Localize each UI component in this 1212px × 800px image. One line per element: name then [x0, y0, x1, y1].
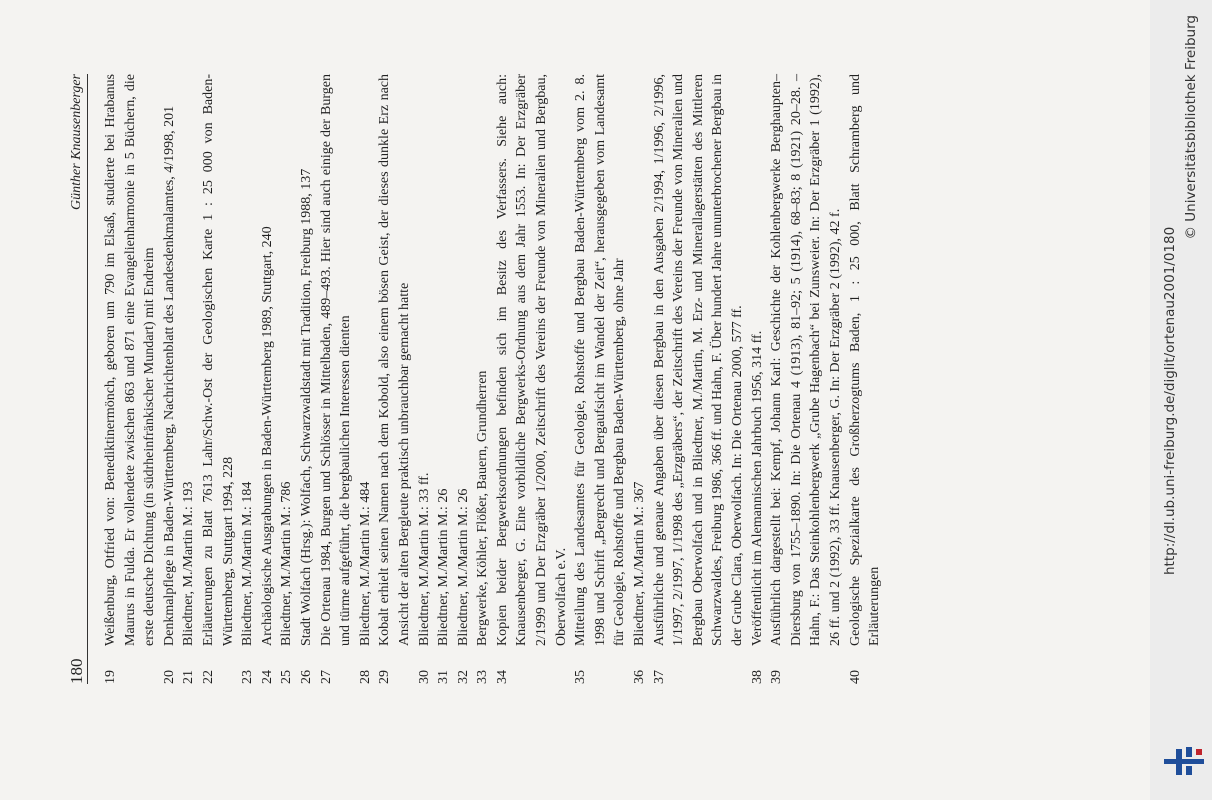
endnote-number: 36 — [632, 670, 648, 684]
endnote-number: 35 — [573, 670, 589, 684]
endnote-item — [767, 74, 845, 684]
endnote-text: Denkmalpflege in Baden-Württemberg, Nachrichtenblatt des Landesdenkmalamtes, 4/1998, 201 — [161, 105, 177, 646]
endnote-text: Ausführliche und genaue Angaben über diesen Bergbau in den Ausgaben 2/1994, 1/1996, 2/1996, 1/1997, 2/1997, 1/1998 des „Erzgräbers“, der Zeitschrift des Vereins der Freunde von Mineralien und Bergbau Oberwolfach und in Bliedtner, M./Martin, M. Erz- und Minerallagerstätten des Mittleren Schwarzwaldes, Freiburg 1986, 366 ff. und Hahn, F. Über hundert Jahre ununterbrochener Bergbau in der Grube Clara, Oberwolfach. In: Die Ortenau 2000, 577 ff. — [651, 74, 745, 646]
endnote-item — [199, 74, 238, 684]
digital-library-credit — [1160, 15, 1204, 575]
endnote-item — [277, 74, 297, 684]
endnote-number: 34 — [494, 670, 510, 684]
endnote-number: 38 — [749, 670, 765, 684]
endnote-text: Bliedtner, M./Martin M.: 184 — [240, 481, 256, 646]
endnote-number: 37 — [651, 670, 667, 684]
endnote-item — [238, 74, 258, 684]
endnote-number: 27 — [318, 670, 334, 684]
endnote-item — [748, 74, 768, 684]
page-number: 180 — [67, 658, 86, 684]
endnote-text: Bliedtner, M./Martin M.: 193 — [181, 481, 197, 646]
endnote-text: Mitteilung des Landesamtes für Geologie, Rohstoffe und Bergbau Baden-Württemberg vom 2. 8. 1998 und Schrift „Bergrecht und Bergaufsicht im Wandel der Zeit“, herausgegeben vom Landesamt für Geologie, Rohstoffe und Bergbau Baden-Württemberg, ohne Jahr — [573, 74, 628, 646]
endnote-item — [375, 74, 414, 684]
endnote-text: Erläuterungen zu Blatt 7613 Lahr/Schw.-Ost der Geologischen Karte 1 : 25 000 von Baden-Württemberg, Stuttgart 1994, 228 — [200, 74, 236, 646]
endnote-text: Bliedtner, M./Martin M.: 26 — [455, 488, 471, 646]
endnote-number: 26 — [298, 670, 314, 684]
endnote-text: Bliedtner, M./Martin M.: 26 — [436, 488, 452, 646]
endnote-number: 30 — [416, 670, 432, 684]
endnote-number: 19 — [103, 670, 118, 684]
endnote-number: 25 — [279, 670, 295, 684]
endnote-number: 21 — [181, 670, 197, 684]
endnote-item — [179, 74, 199, 684]
endnote-text: Stadt Wolfach (Hrsg.): Wolfach, Schwarzwaldstadt mit Tradition, Freiburg 1988, 137 — [298, 168, 314, 646]
endnote-item — [160, 74, 180, 684]
university-library-logo-icon — [1162, 745, 1206, 777]
endnote-number: 24 — [259, 670, 275, 684]
running-header-author: Günther Knausenberger — [69, 74, 84, 210]
endnote-number: 39 — [769, 670, 785, 684]
endnote-number: 31 — [436, 670, 452, 684]
endnote-number: 32 — [455, 670, 471, 684]
endnote-item — [571, 74, 630, 684]
endnote-item — [846, 74, 885, 684]
endnote-number: 40 — [847, 670, 863, 684]
endnote-item — [454, 74, 474, 684]
endnote-text: Veröffentlicht im Alemannischen Jahrbuch 1956, 314 ff. — [749, 330, 765, 646]
endnote-text: Bliedtner, M./Martin M.: 367 — [632, 481, 648, 646]
endnote-item — [258, 74, 278, 684]
endnote-text: Kopien beider Bergwerksordnungen befinden sich im Besitz des Verfassers. Siehe auch: Knausenberger, G. Eine vorbildliche Bergwerks-Ordnung aus dem Jahr 1553. In: Der Erzgräber 2/1999 und Der Erzgräber 1/2000, Zeitschrift des Vereins der Freunde von Mineralien und Bergbau, Oberwolfach e.V. — [494, 74, 569, 646]
endnote-item — [317, 74, 356, 684]
endnote-text: Bliedtner, M./Martin M.: 484 — [357, 481, 373, 646]
endnote-number: 28 — [357, 670, 373, 684]
endnote-item — [356, 74, 376, 684]
endnotes-list — [101, 74, 885, 684]
endnote-item — [101, 74, 160, 684]
endnote-number: 20 — [161, 670, 177, 684]
permalink-url[interactable]: http://dl.ub.uni-freiburg.de/diglit/ortenau2001/0180 — [1162, 226, 1178, 575]
endnote-number: 29 — [377, 670, 393, 684]
endnote-item — [630, 74, 650, 684]
endnote-item — [650, 74, 748, 684]
endnote-number: 33 — [475, 670, 491, 684]
endnote-text: Kobalt erhielt seinen Namen nach dem Kobold, also einem bösen Geist, der dieses dunkle Erz nach Ansicht der alten Bergleute praktisch unbrauchbar gemacht hatte — [377, 74, 412, 646]
endnote-text: Bliedtner, M./Martin M.: 33 ff. — [416, 472, 432, 646]
endnote-number: 22 — [200, 670, 216, 684]
endnote-item — [415, 74, 435, 684]
endnote-text: Bergwerke, Köhler, Flößer, Bauern, Grundherren — [475, 370, 491, 646]
endnote-text: Die Ortenau 1984, Burgen und Schlösser in Mittelbaden, 489–493. Hier sind auch einige der Burgen und türme aufgeführt, die bergbaulichen Interessen dienten — [318, 74, 354, 646]
endnote-text: Ausführlich dargestellt bei: Kempf, Johann Karl: Geschichte der Kohlenbergwerke Berghaupten–Diersburg von 1755–1890. In: Die Ortenau 4 (1913), 81–92; 5 (1914), 68–83; 8 (1921) 20–28. – Hahn, F.: Das Steinkohlenbergwerk „Grube Hagenbach“ bei Zunsweier. In: Der Erzgräber 1 (1992), 26 ff. und 2 (1992), 33 ff. Knausenberger, G. In: Der Erzgräber 2 (1992), 42 f. — [769, 74, 843, 646]
page-content — [65, 74, 975, 684]
running-header — [65, 74, 88, 684]
endnote-item — [473, 74, 493, 684]
endnote-text: Geologische Spezialkarte des Großherzogtums Baden, 1 : 25 000, Blatt Schramberg und Erläuterungen — [847, 74, 883, 646]
endnote-text: Weißenburg, Otfried von: Benediktinermönch, geboren um 790 im Elsaß, studierte bei Hrabanus Maurus in Fulda. Er vollendete zwischen 863 und 871 eine Evangelienharmonie in 5 Büchern, die erste deutsche Dichtung (in südrheinfränkischer Mundart) mit Endreim — [103, 74, 158, 646]
endnote-text: Bliedtner, M./Martin M.: 786 — [279, 481, 295, 646]
endnote-item — [434, 74, 454, 684]
endnote-item — [297, 74, 317, 684]
endnote-text: Archäologische Ausgrabungen in Baden-Württemberg 1989, Stuttgart, 240 — [259, 226, 275, 646]
copyright-notice: © Universitätsbibliothek Freiburg — [1183, 15, 1199, 240]
endnote-number: 23 — [240, 670, 256, 684]
endnote-item — [493, 74, 571, 684]
